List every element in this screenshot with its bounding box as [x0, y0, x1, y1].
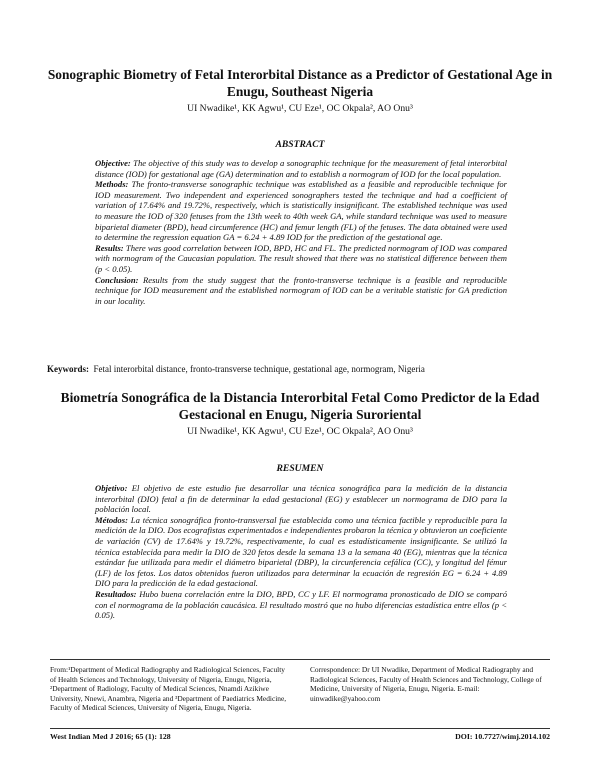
metodos-paragraph [95, 515, 507, 589]
resultados-paragraph [95, 589, 507, 621]
keywords-label: Keywords: [47, 364, 89, 374]
results-paragraph [95, 243, 507, 275]
metodos-text: La técnica sonográfica fronto-transversal fue establecida como una técnica factible y reproducible para la medición de la DIO. Dos ecografistas experimentados e independientes probaron la técnica y obtuvieron un coeficiente de variación (CV) de 17.64% y 19.72%, respectivamente, lo cual es estadísticamente insignificante. Se utilizó la técnica establecida para medir la DIO de 320 fetos desde la semana 13 a la semana 40 (EG), mientras que la técnica estándar fue utilizada para medir el diámetro biparietal (DBP), la circunferencia cefálica (CC), y longitud del fémur (LF) de los fetos. Los datos obtenidos fueron utilizados para determinar la ecuación de regresión EG = 6.24 + 4.89 DIO para la predicción de la edad gestacional. [95, 514, 507, 589]
methods-label: Methods: [95, 179, 129, 190]
abstract-heading: ABSTRACT [275, 139, 325, 150]
objetivo-label: Objetivo: [95, 483, 128, 493]
conclusion-text: Results from the study suggest that the fronto-transverse technique is a feasible and reproducible technique for IOD measurement and the established normogram of IOD can be a veritable statistic for GA prediction in our locality. [95, 274, 507, 306]
abstract-es [95, 483, 507, 621]
results-text: There was good correlation between IOD, BPD, HC and FL. The predicted normogram of IOD was compared with normogram of the Caucasian population. The result showed that there was no statistical difference between them (p < 0.05). [95, 242, 507, 274]
metodos-label: Métodos: [95, 514, 128, 525]
article-title-es: Biometría Sonográfica de la Distancia Interorbital Fetal Como Predictor de la Edad Gestacional en Enugu, Nigeria Suroriental [60, 390, 540, 422]
authors-en: UI Nwadike¹, KK Agwu¹, CU Eze¹, OC Okpala², AO Onu³ [187, 103, 413, 114]
article-title-en: Sonographic Biometry of Fetal Interorbital Distance as a Predictor of Gestational Age in Enugu, Southeast Nigeria [47, 67, 553, 99]
footnote-affiliations: From:¹Department of Medical Radiography and Radiological Sciences, Faculty of Health Sciences and Technology, University of Nigeria, Enugu, Nigeria, ²Department of Radiology, Faculty of Medical Sciences, Nnamdi Azikiwe University, Nnewi, Anambra, Nigeria and ³Department of Paediatrics Medicine, Faculty of Medical Sciences, University of Nigeria, Enugu, Nigeria. [50, 665, 287, 713]
resultados-label: Resultados: [95, 588, 137, 599]
doi: DOI: 10.7727/wimj.2014.102 [455, 732, 550, 741]
authors-es: UI Nwadike¹, KK Agwu¹, CU Eze¹, OC Okpala², AO Onu³ [187, 426, 413, 437]
footnote-rule [50, 659, 550, 660]
journal-citation: West Indian Med J 2016; 65 (1): 128 [50, 732, 171, 741]
keywords-text: Fetal interorbital distance, fronto-transverse technique, gestational age, normogram, Nigeria [93, 364, 425, 374]
resultados-text: Hubo buena correlación entre la DIO, BPD, CC y LF. El normograma pronosticado de DIO se comparó con el normograma de la población caucásica. El resultado mostró que no hubo diferencias estadística entre ellos (p < 0.05). [95, 588, 507, 621]
objective-label: Objective: [95, 158, 131, 168]
objective-paragraph [95, 158, 507, 179]
objetivo-text: El objetivo de este estudio fue desarrollar una técnica sonográfica para la medición de la distancia interorbital (DIO) fetal a fin de determinar la edad gestacional (EG) y establecer un normograma de DIO para la población local. [95, 483, 507, 515]
keywords [47, 364, 567, 374]
conclusion-label: Conclusion: [95, 274, 139, 285]
results-label: Results: [95, 242, 124, 253]
objetivo-paragraph [95, 483, 507, 515]
footnote-correspondence: Correspondence: Dr UI Nwadike, Department of Medical Radiography and Radiological Sciences, Faculty of Health Sciences and Technology, College of Medicine, University of Nigeria, Enugu, Nigeria. E-mail: uinwadike@yahoo.com [310, 665, 542, 703]
methods-paragraph [95, 179, 507, 243]
objective-text: The objective of this study was to develop a sonographic technique for the measurement of fetal interorbital distance (IOD) for gestational age (GA) determination and to establish a normogram of IOD for the local population. [95, 158, 507, 179]
conclusion-paragraph [95, 275, 507, 307]
resumen-heading: RESUMEN [276, 463, 324, 474]
methods-text: The fronto-transverse sonographic technique was established as a feasible and reproducible technique for IOD measurement. Two independent and experienced sonographers tested the technique and had a coefficient of variation of 17.64% and 19.72%, respectively, which is statistically insignificant. The established technique was used to measure the IOD of 320 fetuses from the 13th week to 40th week GA, while standard technique was used to measure biparietal diameter (BPD), head circumference (HC) and femur length (FL) of the fetuses. The data obtained were used to determine the regression equation GA = 6.24 + 4.89 IOD for the prediction of the gestational age. [95, 179, 507, 243]
abstract-en [95, 158, 507, 306]
footer-rule [50, 728, 550, 729]
